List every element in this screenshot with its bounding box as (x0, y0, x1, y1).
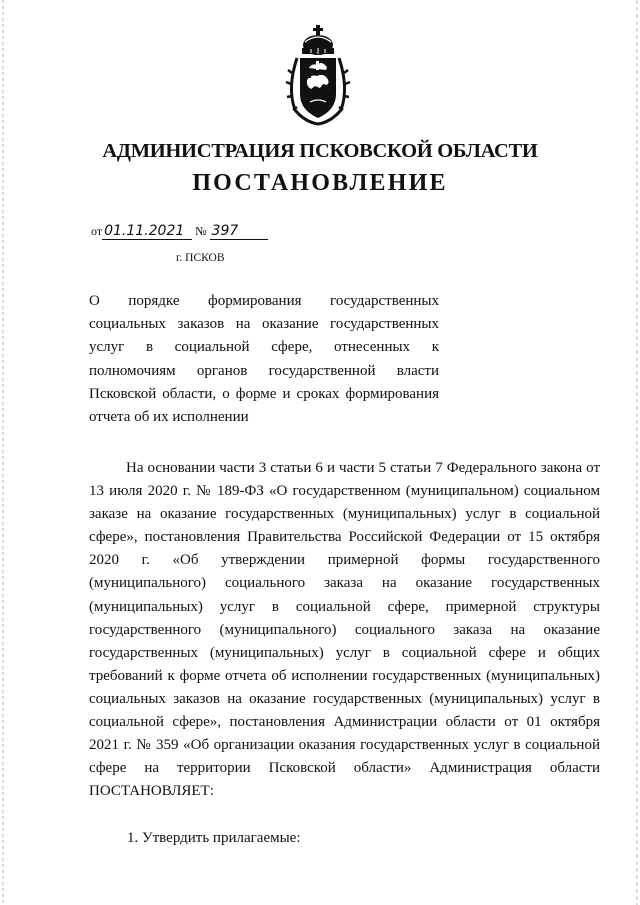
number-prefix: № (195, 224, 207, 238)
document-meta (91, 224, 268, 240)
organization-name: АДМИНИСТРАЦИЯ ПСКОВСКОЙ ОБЛАСТИ (102, 140, 538, 162)
scan-edge-right (636, 0, 638, 905)
scan-edge-left (2, 0, 4, 905)
list-item-1: 1. Утвердить прилагаемые: (127, 830, 301, 846)
pskov-coat-of-arms-icon (283, 18, 353, 126)
city: г. ПСКОВ (176, 252, 225, 264)
document-date: 01.11.2021 (102, 224, 192, 240)
body-paragraph: На основании части 3 статьи 6 и части 5 статьи 7 Федерального закона от 13 июля 2020 г. № 189-ФЗ «О государственном (муниципальном) социальном заказе на оказание государственных (муниципальных) услуг в социальной сфере», постановления Правительства Российской Федерации от 15 октября 2020 г. «Об утверждении примерной формы государственного (муниципального) социального заказа на оказание государственных (муниципальных) услуг в социальной сфере, примерной структуры государственного (муниципального) социального заказа на оказание государственных (муниципальных) услуг в социальной сфере и общих требований к форме отчета об исполнении государственных (муниципальных) социальных заказов на оказание государственных (муниципальных) услуг в социальной сфере», постановления Администрации области от 01 октября 2021 г. № 359 «Об организации оказания государственных услуг в социальной сфере на территории Псковской области» Администрация области ПОСТАНОВЛЯЕТ: (89, 460, 600, 800)
date-prefix: от (91, 224, 103, 238)
document-body (89, 457, 600, 803)
document-title: О порядке формирования государственных социальных заказов на оказание государственных услуг в социальной сфере, отнесенных к полномочиям органов государственной власти Псковской области, о форме и сроках формирования отчета об их исполнении (89, 293, 439, 426)
document-type: ПОСТАНОВЛЕНИЕ (192, 170, 448, 196)
document-number: 397 (210, 224, 268, 240)
